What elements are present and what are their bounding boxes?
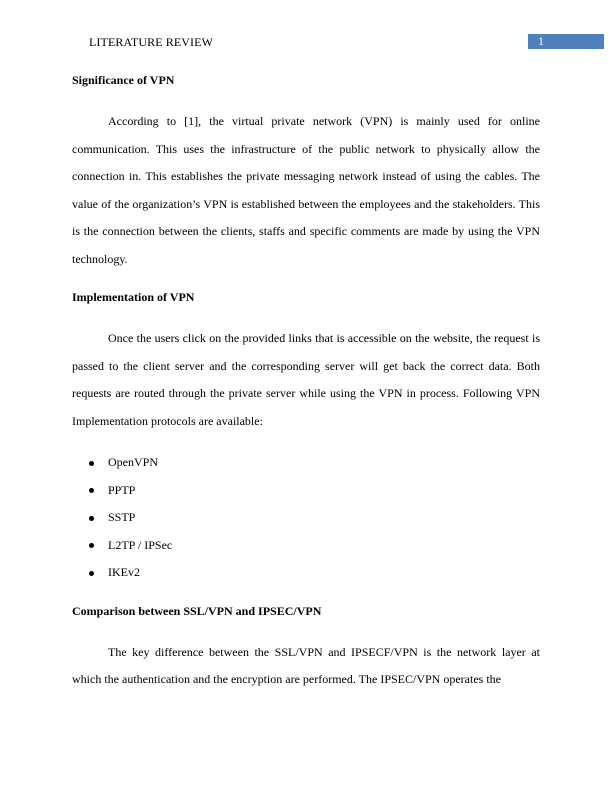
bullet-icon [89, 516, 94, 521]
list-item [72, 449, 540, 477]
paragraph-implementation: Once the users click on the provided links that is accessible on the website, the request is passed to the client server and the corresponding server will get back the correct data. Both requests are routed through the private server while using the VPN in process. Following VPN Implementation protocols are available: [72, 331, 540, 428]
protocol-label: OpenVPN [108, 455, 158, 469]
page-number: 1 [538, 34, 544, 48]
paragraph-significance: According to [1], the virtual private network (VPN) is mainly used for online communication. This uses the infrastructure of the public network to physically allow the connection in. This establishes the private messaging network instead of using the cables. The value of the organization’s VPN is established between the employees and the stakeholders. This is the connection between the clients, staffs and specific comments are made by using the VPN technology. [72, 114, 540, 266]
bullet-icon [89, 543, 94, 548]
protocol-label: SSTP [108, 510, 136, 524]
protocol-label: IKEv2 [108, 565, 140, 579]
bullet-icon [89, 488, 94, 493]
heading-comparison: Comparison between SSL/VPN and IPSEC/VPN [72, 603, 322, 618]
paragraph-comparison: The key difference between the SSL/VPN and IPSECF/VPN is the network layer at which the authentication and the encryption are performed. The IPSEC/VPN operates the [72, 644, 540, 686]
protocol-list [72, 449, 540, 587]
list-item [72, 532, 540, 560]
protocol-label: L2TP / IPSec [108, 537, 173, 552]
heading-implementation: Implementation of VPN [72, 290, 195, 304]
heading-significance: Significance of VPN [72, 73, 175, 87]
list-item [72, 504, 540, 532]
bullet-icon [89, 461, 94, 466]
page-number-box [528, 34, 604, 49]
list-item [72, 477, 540, 505]
list-item [72, 559, 540, 587]
bullet-icon [89, 571, 94, 576]
protocol-label: PPTP [108, 482, 136, 497]
running-head: LITERATURE REVIEW [89, 35, 214, 49]
document-body [72, 72, 540, 694]
